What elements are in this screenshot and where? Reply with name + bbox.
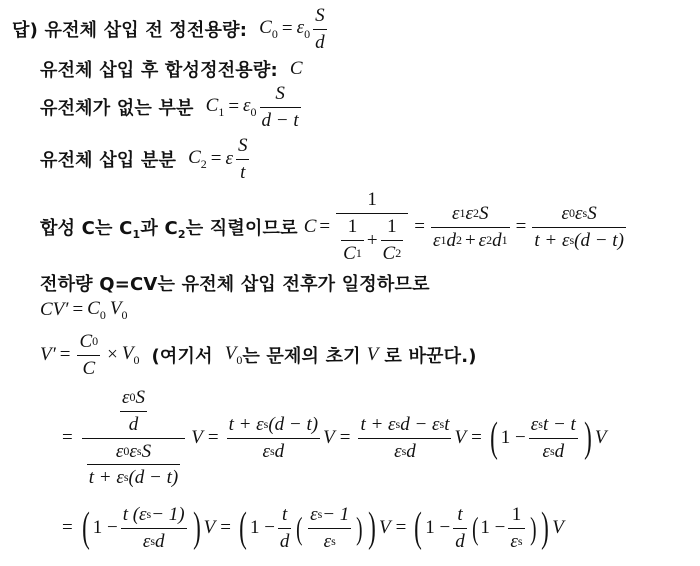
note-replace: 로 바꾼다.) [384, 346, 477, 367]
fraction-S-over-t: $\frac{S}{t}$ [237, 134, 248, 183]
fraction-1-over-epss: 1 ε s [510, 503, 523, 552]
fraction-t-epss-minus1-over-epss-d: t (ε s − 1) ε s d [122, 503, 185, 552]
fraction-expanded: t + ε s d − ε s t ε s d [360, 413, 450, 462]
fraction-t-plus-epss-dmt-over-epss-d: t + ε s (d − t) ε s d [228, 413, 319, 462]
fraction-eps1-eps2-S: ε 1 ε 2 S ε 1 d 2 + ε 2 d 1 [432, 202, 508, 251]
line-derivation-1: = ε 0 S d ε 0 ε s S t + ε s (d − t) V = t + ε s (d − t) ε s d V = t + ε s d − ε s t ε s d V = ( 1 − ε s t − t ε s d ) V [62, 386, 607, 489]
line-capacitance-before: 답) 유전체 삽입 전 정전용량: $C_0$ = $\varepsilon_0$ $\frac{S}{d}$ [12, 4, 325, 53]
line-derivation-2: = ( 1 − t (ε s − 1) ε s d ) V = ( 1 − $\frac{t}{d}$ ( ε s − 1 ε s ) ) V = ( 1 − $\frac{t}{d}$ ( 1 − 1 ε s ) ) V [62, 503, 564, 552]
fraction-t-over-d-a: $\frac{t}{d}$ [279, 503, 290, 552]
line-Vprime: V′ = C 0 C × $V_0$ (여기서 $V_0$ 는 문제의 초기 V 로 바꾼다.) [40, 330, 477, 379]
fraction-S-over-d: $\frac{S}{d}$ [315, 4, 325, 53]
fraction-epss-t-minus-t: ε s t − t ε s d [530, 413, 576, 462]
symbol-C0: $C_0$ [259, 16, 278, 41]
fraction-S-over-d-minus-t: $\frac{S}{d - t}$ [261, 82, 299, 131]
line-no-dielectric: 유전체가 없는 부분 $C_1$ = $\varepsilon_0$ $\frac{S}{d - t}$ [40, 82, 299, 131]
label-series: 합성 C는 $C_1$과 $C_2$는 직렬이므로 [40, 217, 298, 241]
fraction-eps0-epss-S: ε 0 ε s S t + ε s (d − t) [534, 202, 624, 251]
line-charge-constant [40, 270, 430, 296]
label-after-insert: 유전체 삽입 후 합성정전용량: [40, 60, 278, 81]
line-CVprime: CV′ = $C_0$ $V_0$ [40, 297, 128, 322]
label-before-insert: 답) 유전체 삽입 전 정전용량: [12, 20, 248, 41]
fraction-t-over-d-b: $\frac{t}{d}$ [455, 503, 465, 552]
fraction-C0-over-C: C 0 C [79, 330, 99, 379]
label-with-dielectric: 유전체 삽입 분분 [40, 150, 177, 171]
line-capacitance-after [40, 56, 303, 82]
label-charge-constant: 전하량 Q=CV는 유전체 삽입 전후가 일정하므로 [40, 274, 430, 295]
line-series-combination: 합성 C는 $C_1$과 $C_2$는 직렬이므로 C = 1 1 C 1 + 1 C 2 = ε 1 ε 2 S ε 1 d 2 + ε 2 d 1 = ε 0 ε s S t + ε s (d − t) [40, 189, 624, 264]
note-where: (여기서 [151, 346, 213, 367]
label-no-dielectric: 유전체가 없는 부분 [40, 98, 194, 119]
line-with-dielectric: 유전체 삽입 분분 $C_2$ = ε $\frac{S}{t}$ [40, 134, 248, 183]
note-initial: 는 문제의 초기 [242, 346, 361, 367]
symbol-C: C [289, 58, 303, 79]
fraction-series-formula: 1 1 C 1 + 1 C 2 [336, 189, 408, 265]
fraction-compound: ε 0 S d ε 0 ε s S t + ε s (d − t) [82, 387, 186, 489]
fraction-epss-minus1-over-epss: ε s − 1 ε s [310, 503, 350, 552]
